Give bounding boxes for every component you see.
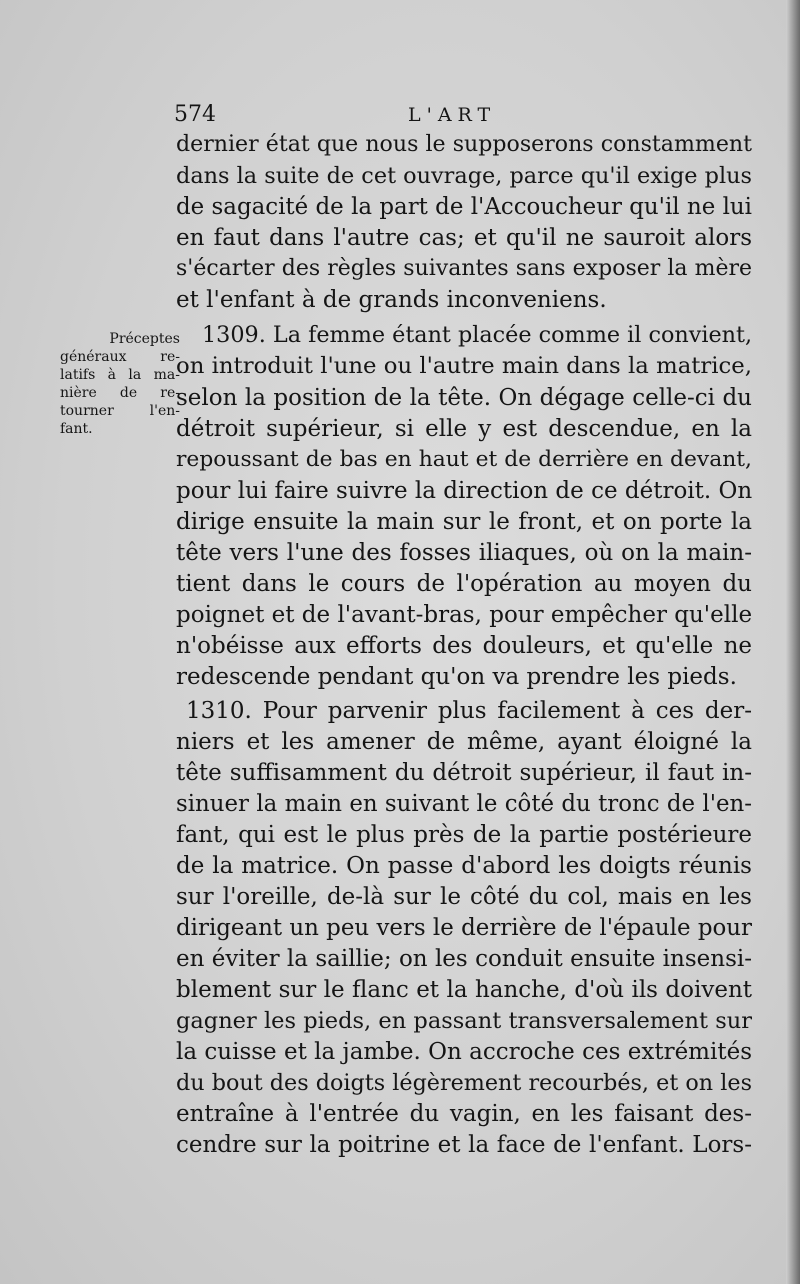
page-header [170, 98, 550, 128]
text-line: détroit supérieur, si elle y est descendue, en la [176, 416, 752, 442]
margin-note-line: Préceptes [109, 331, 180, 347]
text-line: dans la suite de cet ouvrage, parce qu'il exige plus [176, 163, 752, 189]
text-line: de la matrice. On passe d'abord les doigts réunis [176, 853, 752, 879]
text-line: de sagacité de la part de l'Accoucheur qu'il ne lui [176, 194, 752, 220]
text-line: on introduit l'une ou l'autre main dans la matrice, [176, 353, 752, 379]
text-line: tête vers l'une des fosses iliaques, où on la main- [176, 540, 752, 566]
margin-note-line: généraux re- [60, 349, 180, 365]
running-head: L'ART [408, 104, 497, 126]
text-line: dernier état que nous le supposerons constamment [176, 132, 752, 157]
text-line: dirige ensuite la main sur le front, et on porte la [176, 509, 752, 535]
text-line: pour lui faire suivre la direction de ce détroit. On [176, 478, 753, 504]
text-line: et l'enfant à de grands inconveniens. [176, 287, 607, 313]
text-line: gagner les pieds, en passant transversalement sur [176, 1008, 752, 1034]
text-line: sur l'oreille, de-là sur le côté du col, mais en les [176, 884, 752, 910]
text-line: du bout des doigts légèrement recourbés, et on les [176, 1070, 752, 1096]
text-line: n'obéisse aux efforts des douleurs, et qu'elle ne [176, 633, 752, 659]
text-line: niers et les amener de même, ayant éloigné la [176, 729, 752, 755]
text-line: la cuisse et la jambe. On accroche ces extrémités [176, 1039, 752, 1065]
text-line: blement sur le flanc et la hanche, d'où ils doivent [176, 977, 752, 1003]
text-line: 1309. La femme étant placée comme il convient, [202, 322, 753, 348]
text-line: tête suffisamment du détroit supérieur, il faut in- [176, 760, 752, 786]
text-line: tient dans le cours de l'opération au moyen du [176, 571, 752, 597]
text-line: en éviter la saillie; on les conduit ensuite insensi- [176, 946, 752, 972]
page-edge-shadow [786, 0, 800, 1284]
text-line: sinuer la main en suivant le côté du tronc de l'en- [176, 791, 752, 817]
page-number: 574 [174, 102, 216, 127]
text-line: selon la position de la tête. On dégage celle-ci du [176, 385, 752, 411]
text-line: redescende pendant qu'on va prendre les pieds. [176, 664, 737, 690]
text-line: cendre sur la poitrine et la face de l'enfant. Lors- [176, 1132, 752, 1158]
text-line: fant, qui est le plus près de la partie postérieure [176, 822, 752, 848]
margin-note-line: latifs à la ma- [60, 367, 180, 383]
text-line: entraîne à l'entrée du vagin, en les faisant des- [176, 1101, 752, 1127]
text-line: repoussant de bas en haut et de derrière en devant, [176, 447, 752, 472]
margin-note [60, 330, 180, 438]
text-line: s'écarter des règles suivantes sans exposer la mère [176, 256, 752, 281]
text-line: en faut dans l'autre cas; et qu'il ne sauroit alors [176, 225, 752, 251]
text-line: dirigeant un peu vers le derrière de l'épaule pour [176, 915, 752, 941]
text-line: 1310. Pour parvenir plus facilement à ces der- [186, 698, 752, 724]
margin-note-line: nière de re- [60, 385, 180, 401]
margin-note-line: fant. [60, 421, 93, 437]
text-line: poignet et de l'avant-bras, pour empêcher qu'elle [176, 602, 753, 628]
margin-note-line: tourner l'en- [60, 403, 180, 419]
